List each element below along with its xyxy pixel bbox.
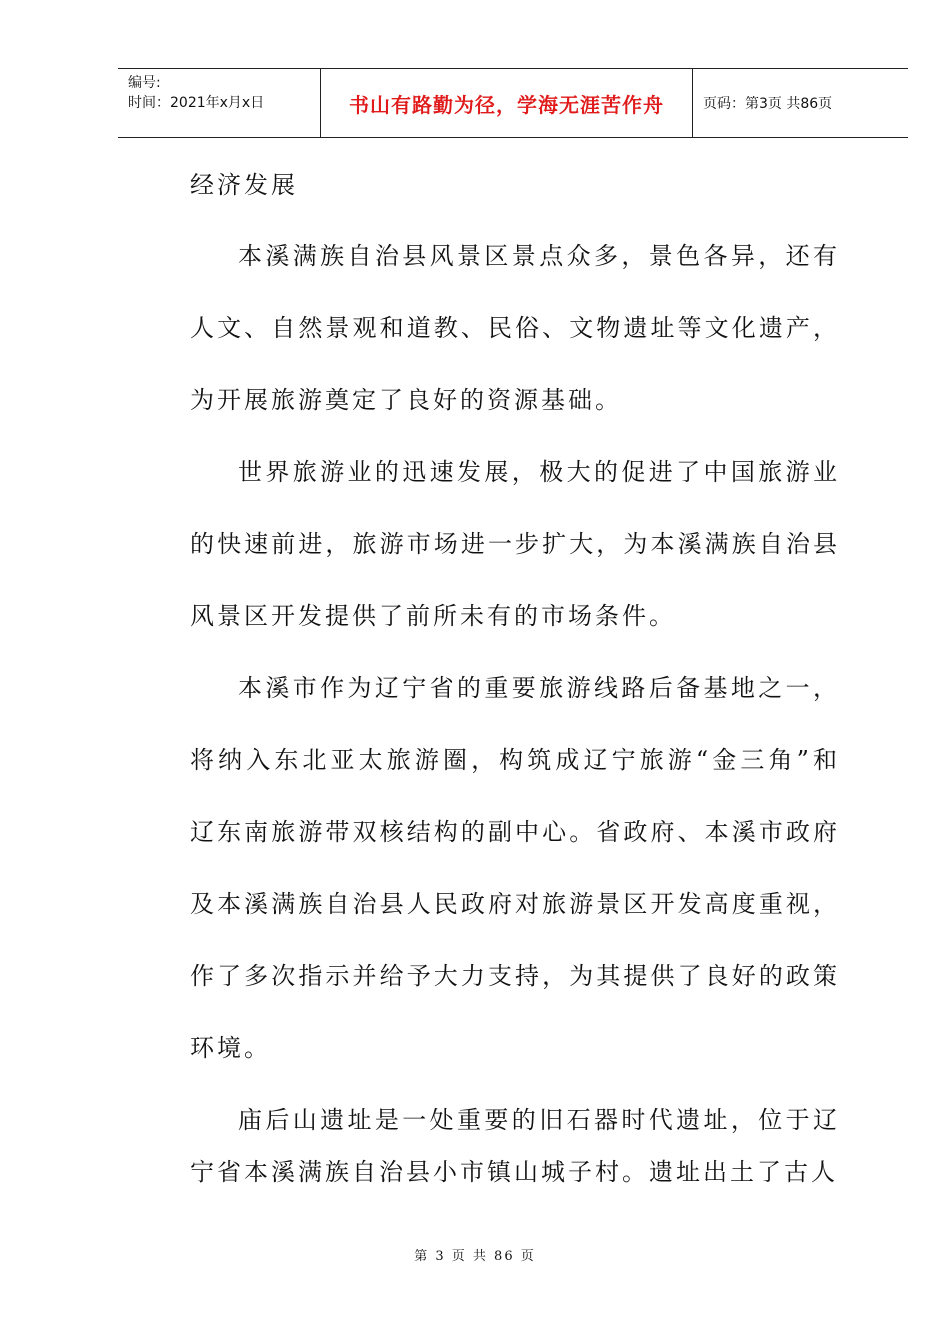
header-motto: 书山有路勤为径，学海无涯苦作舟: [349, 92, 664, 117]
paragraph-benxi-tourism-base: 本溪市作为辽宁省的重要旅游线路后备基地之一，将纳入东北亚太旅游圈，构筑成辽宁旅游“金三角”和辽东南旅游带双核结构的副中心。省政府、本溪市政府及本溪满族自治县人民政府对旅游景区开发高度重视，作了多次指示并给予大力支持，为其提供了良好的政策环境。: [190, 674, 840, 1062]
header-meta: [128, 73, 320, 113]
header-divider-right: [692, 69, 693, 137]
time-label: 时间：2021年x月x日: [128, 95, 265, 111]
page-header: [118, 68, 908, 138]
paragraph-tourism-development: 世界旅游业的迅速发展，极大的促进了中国旅游业的快速前进，旅游市场进一步扩大，为本溪满族自治县风景区开发提供了前所未有的市场条件。: [190, 458, 840, 630]
page-footer: 第 3 页 共 86 页: [414, 1249, 536, 1264]
document-body: [190, 150, 840, 1198]
paragraph-scenic-resources: 本溪满族自治县风景区景点众多，景色各异，还有人文、自然景观和道教、民俗、文物遗址等文化遗产，为开展旅游奠定了良好的资源基础。: [190, 242, 840, 414]
serial-number-label: 编号:: [128, 75, 161, 91]
paragraph-miaohoushan-site: 庙后山遗址是一处重要的旧石器时代遗址，位于辽宁省本溪满族自治县小市镇山城子村。遗址出土了古人: [190, 1106, 840, 1186]
continued-text-line: 经济发展: [190, 171, 298, 199]
header-page-number: 页码：第3页 共86页: [703, 96, 833, 112]
